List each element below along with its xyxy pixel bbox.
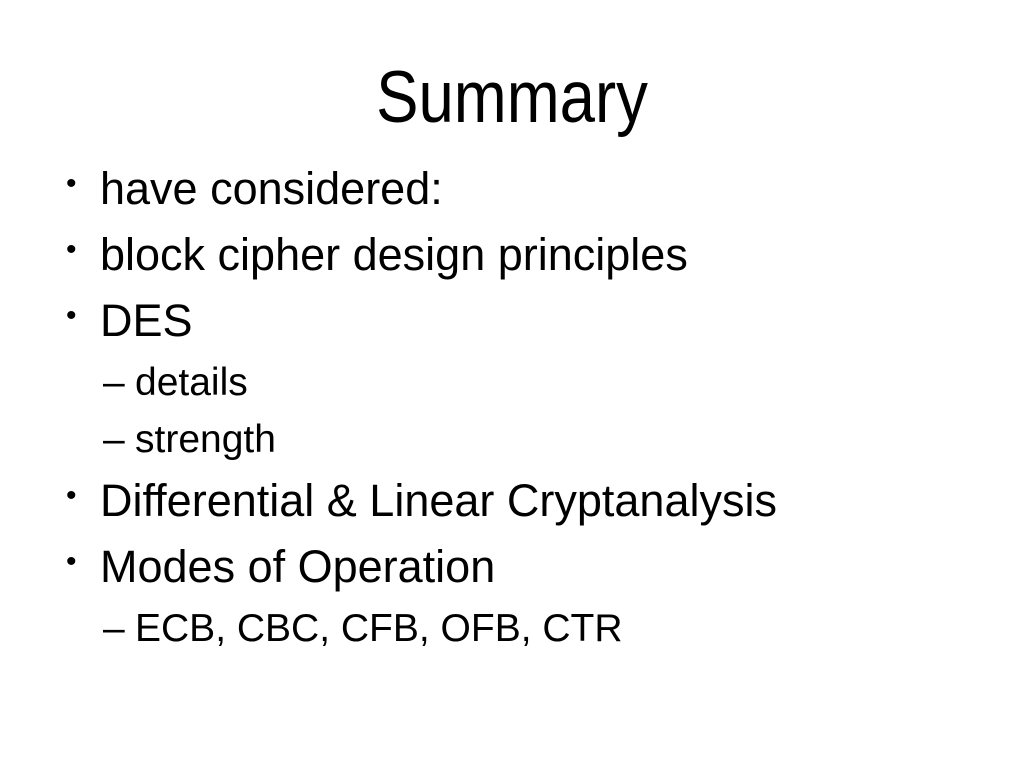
list-item-text: strength (135, 418, 276, 461)
list-sub-item (0, 354, 1024, 411)
list-sub-item (0, 411, 1024, 468)
list-item-text: DES (100, 295, 193, 346)
list-item (0, 468, 1024, 534)
dash-icon: – (103, 361, 125, 404)
list-item-text: Modes of Operation (100, 541, 496, 592)
list-item-text: block cipher design principles (100, 229, 688, 280)
bullet-list (0, 156, 1024, 657)
list-item-text: have considered: (100, 163, 443, 214)
list-item (0, 288, 1024, 354)
slide-title: Summary (376, 57, 648, 138)
list-item (0, 222, 1024, 288)
bullet-icon: • (66, 233, 77, 266)
bullet-icon: • (66, 167, 77, 200)
list-item-text: details (135, 361, 248, 404)
list-sub-item (0, 600, 1024, 657)
bullet-icon: • (66, 299, 77, 332)
dash-icon: – (103, 418, 125, 461)
list-item-text: ECB, CBC, CFB, OFB, CTR (135, 607, 623, 650)
bullet-icon: • (66, 545, 77, 578)
list-item-text: Differential & Linear Cryptanalysis (100, 475, 777, 526)
list-item (0, 534, 1024, 600)
list-item (0, 156, 1024, 222)
bullet-icon: • (66, 479, 77, 512)
dash-icon: – (103, 607, 125, 650)
